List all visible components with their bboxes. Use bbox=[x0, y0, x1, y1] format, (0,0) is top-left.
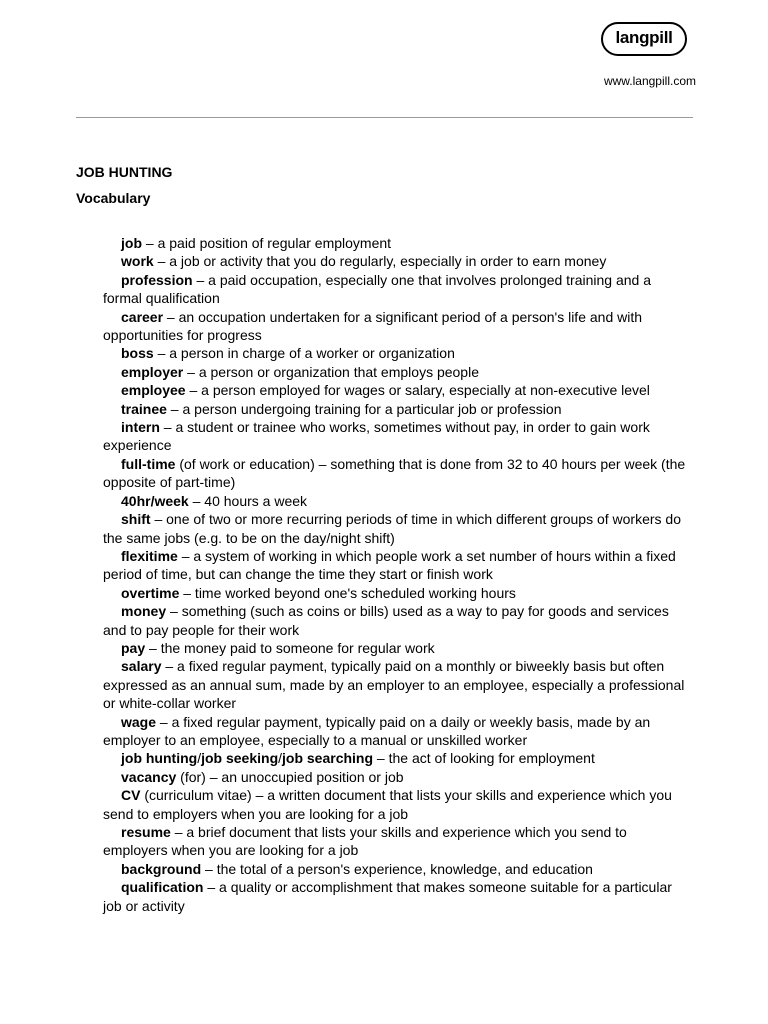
vocabulary-entry bbox=[103, 878, 693, 915]
vocabulary-entry bbox=[103, 639, 693, 657]
vocabulary-entry bbox=[103, 602, 693, 639]
vocabulary-term: career bbox=[121, 308, 164, 325]
section-title: Vocabulary bbox=[76, 190, 151, 206]
vocabulary-entry bbox=[103, 584, 693, 602]
vocabulary-definition: – the money paid to someone for regular work bbox=[145, 639, 435, 656]
vocabulary-definition: – a brief document that lists your skills and experience which you send to employers when you are looking for a job bbox=[103, 824, 627, 859]
vocabulary-definition: – one of two or more recurring periods of time in which different groups of workers do the same jobs (e.g. to be on the day/night shift) bbox=[103, 511, 682, 546]
vocabulary-entry bbox=[103, 400, 693, 418]
vocabulary-list bbox=[103, 234, 693, 915]
vocabulary-definition: – a system of working in which people work a set number of hours within a fixed period of time, but can change the time they start or finish work bbox=[103, 547, 676, 583]
vocabulary-term: intern bbox=[121, 419, 160, 436]
vocabulary-term: shift bbox=[121, 511, 151, 528]
vocabulary-term: 40hr/week bbox=[121, 492, 189, 509]
vocabulary-entry bbox=[103, 823, 693, 860]
vocabulary-definition: – something that is done from 32 to 40 hours per week (the opposite of part-time) bbox=[103, 455, 686, 491]
vocabulary-definition: – a quality or accomplishment that makes someone suitable for a particular job or activity bbox=[103, 879, 672, 914]
vocabulary-term: vacancy bbox=[121, 768, 177, 785]
vocabulary-term: employee bbox=[121, 382, 186, 399]
vocabulary-term: money bbox=[121, 603, 167, 620]
vocabulary-entry bbox=[103, 344, 693, 362]
vocabulary-term: background bbox=[121, 860, 202, 877]
vocabulary-note: (curriculum vitae) bbox=[140, 787, 252, 804]
vocabulary-term: full-time bbox=[121, 455, 176, 472]
vocabulary-entry bbox=[103, 271, 693, 308]
vocabulary-note: (for) bbox=[176, 768, 206, 785]
vocabulary-term: profession bbox=[121, 271, 193, 288]
vocabulary-entry bbox=[103, 657, 693, 712]
vocabulary-note: (of work or education) bbox=[175, 455, 315, 472]
vocabulary-term: work bbox=[121, 253, 154, 270]
vocabulary-term: qualification bbox=[121, 879, 204, 896]
vocabulary-definition: – a written document that lists your skills and experience which you send to employers when you are looking for a job bbox=[103, 787, 672, 822]
vocabulary-term-separator: / bbox=[278, 750, 283, 767]
vocabulary-term: job searching bbox=[282, 750, 374, 767]
vocabulary-entry bbox=[103, 492, 693, 510]
vocabulary-entry bbox=[103, 786, 693, 823]
vocabulary-term: job bbox=[121, 235, 142, 251]
vocabulary-entry bbox=[103, 455, 693, 492]
vocabulary-entry bbox=[103, 363, 693, 381]
vocabulary-definition: – a fixed regular payment, typically paid on a monthly or biweekly basis but often expressed as an annual sum, made by an employer to an employee, especially a professional or white-collar worker bbox=[103, 658, 685, 712]
vocabulary-definition: – a person employed for wages or salary, especially at non-executive level bbox=[185, 382, 650, 399]
document-title: JOB HUNTING bbox=[76, 164, 173, 180]
logo-text: langpill bbox=[615, 28, 673, 47]
vocabulary-term: pay bbox=[121, 639, 146, 656]
vocabulary-entry bbox=[103, 234, 693, 252]
vocabulary-entry bbox=[103, 381, 693, 399]
vocabulary-entry bbox=[103, 510, 693, 547]
vocabulary-term: CV bbox=[121, 787, 141, 804]
vocabulary-term: boss bbox=[121, 345, 154, 362]
vocabulary-definition: – 40 hours a week bbox=[188, 492, 308, 509]
vocabulary-definition: – something (such as coins or bills) used as a way to pay for goods and services and to pay people for their work bbox=[103, 603, 669, 638]
vocabulary-definition: – time worked beyond one's scheduled working hours bbox=[179, 584, 516, 601]
vocabulary-term-separator: / bbox=[197, 750, 202, 767]
vocabulary-term: job seeking bbox=[201, 750, 279, 767]
vocabulary-entry bbox=[103, 547, 693, 584]
vocabulary-term: salary bbox=[121, 658, 162, 675]
vocabulary-definition: – a person in charge of a worker or organization bbox=[153, 345, 455, 362]
page-header bbox=[0, 0, 768, 120]
vocabulary-definition: – the total of a person's experience, knowledge, and education bbox=[201, 860, 593, 877]
vocabulary-definition: – an unoccupied position or job bbox=[205, 768, 404, 785]
vocabulary-entry bbox=[103, 860, 693, 878]
vocabulary-entry bbox=[103, 418, 693, 455]
vocabulary-term: wage bbox=[121, 713, 157, 730]
vocabulary-entry bbox=[103, 749, 693, 767]
vocabulary-term: trainee bbox=[121, 400, 167, 417]
vocabulary-definition: – a paid occupation, especially one that involves prolonged training and a formal qualification bbox=[103, 271, 652, 307]
vocabulary-definition: – a fixed regular payment, typically paid on a daily or weekly basis, made by an employer to an employee, especially to a manual or unskilled worker bbox=[103, 713, 651, 748]
langpill-logo bbox=[601, 22, 687, 56]
vocabulary-entry bbox=[103, 713, 693, 750]
vocabulary-definition: – a job or activity that you do regularly, especially in order to earn money bbox=[153, 253, 607, 270]
vocabulary-definition: – a person undergoing training for a particular job or profession bbox=[166, 400, 562, 417]
header-divider bbox=[76, 117, 693, 118]
vocabulary-definition: – a person or organization that employs people bbox=[183, 363, 479, 380]
vocabulary-entry bbox=[103, 308, 693, 345]
vocabulary-term: employer bbox=[121, 363, 184, 380]
vocabulary-term: overtime bbox=[121, 584, 180, 601]
vocabulary-definition: – a paid position of regular employment bbox=[142, 235, 392, 251]
vocabulary-term: flexitime bbox=[121, 547, 178, 564]
vocabulary-definition: – the act of looking for employment bbox=[373, 750, 595, 767]
vocabulary-definition: – a student or trainee who works, sometimes without pay, in order to gain work experience bbox=[103, 419, 650, 454]
vocabulary-entry bbox=[103, 768, 693, 786]
vocabulary-definition: – an occupation undertaken for a significant period of a person's life and with opportunities for progress bbox=[103, 308, 643, 344]
vocabulary-term: resume bbox=[121, 824, 171, 840]
vocabulary-entry bbox=[103, 252, 693, 270]
vocabulary-term: job hunting bbox=[121, 750, 198, 767]
site-url: www.langpill.com bbox=[603, 74, 696, 88]
